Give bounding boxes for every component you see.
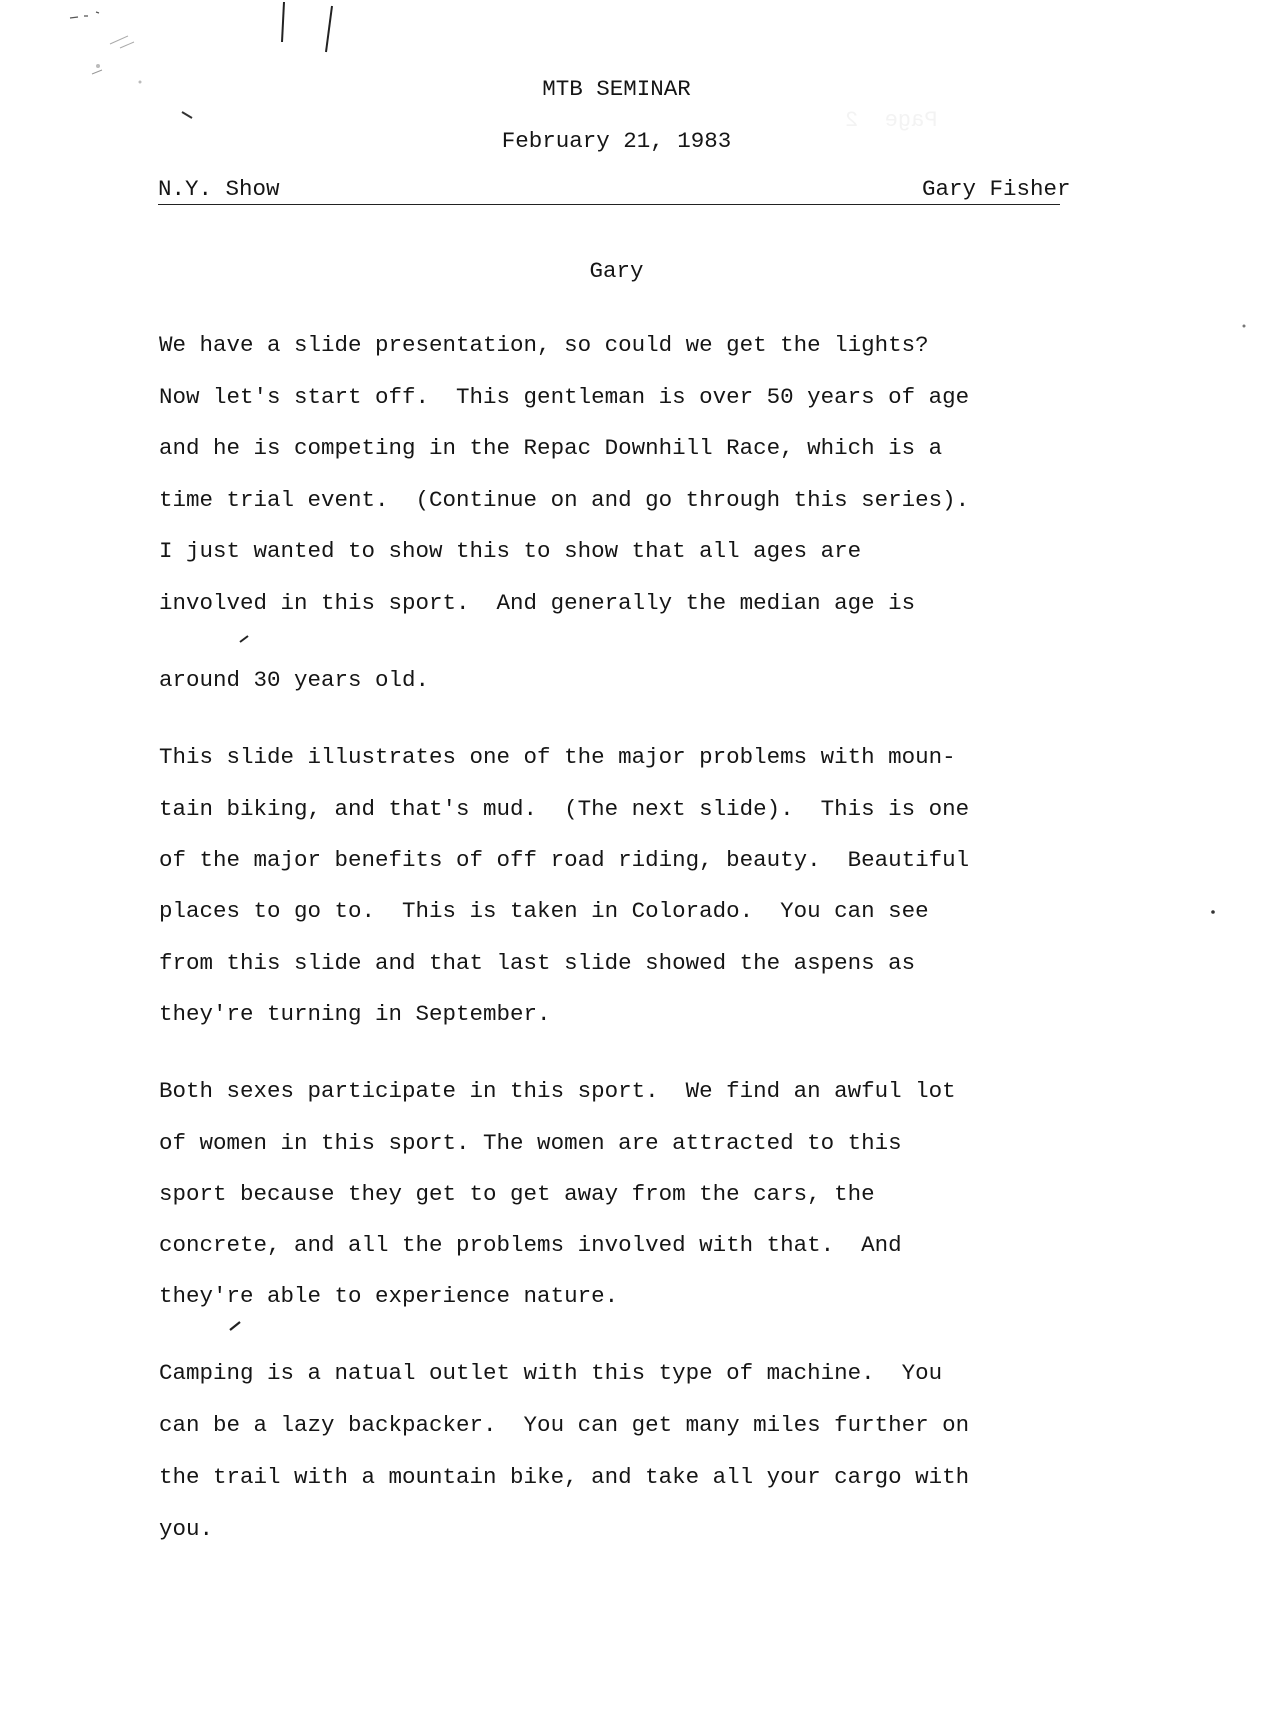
transcript-line: Camping is a natual outlet with this type of machine. You bbox=[159, 1360, 943, 1386]
transcript-line: Now let's start off. This gentleman is over 50 years of age bbox=[159, 384, 970, 410]
transcript-line: tain biking, and that's mud. (The next slide). This is one bbox=[159, 796, 970, 822]
stray-mark-2 bbox=[236, 628, 256, 648]
document-date: February 21, 1983 bbox=[501, 128, 732, 154]
transcript-line: from this slide and that last slide showed the aspens as bbox=[159, 950, 916, 976]
header-event: N.Y. Show bbox=[158, 176, 280, 202]
document-title: MTB SEMINAR bbox=[542, 76, 691, 102]
transcript-line: can be a lazy backpacker. You can get many miles further on bbox=[159, 1412, 970, 1438]
transcript-line: involved in this sport. And generally the median age is bbox=[159, 590, 916, 616]
transcript-line: places to go to. This is taken in Colorado. You can see bbox=[159, 898, 929, 924]
transcript-line: I just wanted to show this to show that all ages are bbox=[159, 538, 862, 564]
transcript-line: Both sexes participate in this sport. We find an awful lot bbox=[159, 1078, 956, 1104]
transcript-line: the trail with a mountain bike, and take all your cargo with bbox=[159, 1464, 970, 1490]
transcript-line: We have a slide presentation, so could we get the lights? bbox=[159, 332, 929, 358]
stray-dot-2 bbox=[1239, 321, 1249, 331]
transcript-line: you. bbox=[159, 1516, 214, 1542]
stray-mark-3 bbox=[228, 1316, 248, 1336]
stray-mark-1 bbox=[180, 108, 200, 128]
transcript-line: they're turning in September. bbox=[159, 1001, 551, 1027]
transcript-line: sport because they get to get away from the cars, the bbox=[159, 1181, 875, 1207]
header-author: Gary Fisher bbox=[922, 176, 1071, 202]
stray-dot-1 bbox=[1208, 907, 1218, 917]
header-rule bbox=[158, 204, 1060, 205]
transcript-line: around 30 years old. bbox=[159, 667, 430, 693]
transcript-line: time trial event. (Continue on and go through this series). bbox=[159, 487, 970, 513]
transcript-line: of the major benefits of off road riding, beauty. Beautiful bbox=[159, 847, 970, 873]
speaker-name: Gary bbox=[589, 258, 644, 284]
transcript-line: and he is competing in the Repac Downhill Race, which is a bbox=[159, 435, 943, 461]
bleed-through-text: Page 2 bbox=[845, 108, 938, 133]
transcript-line: concrete, and all the problems involved with that. And bbox=[159, 1232, 902, 1258]
transcript-line: they're able to experience nature. bbox=[159, 1283, 619, 1309]
transcript-line: of women in this sport. The women are attracted to this bbox=[159, 1130, 902, 1156]
transcript-line: This slide illustrates one of the major problems with moun- bbox=[159, 744, 956, 770]
